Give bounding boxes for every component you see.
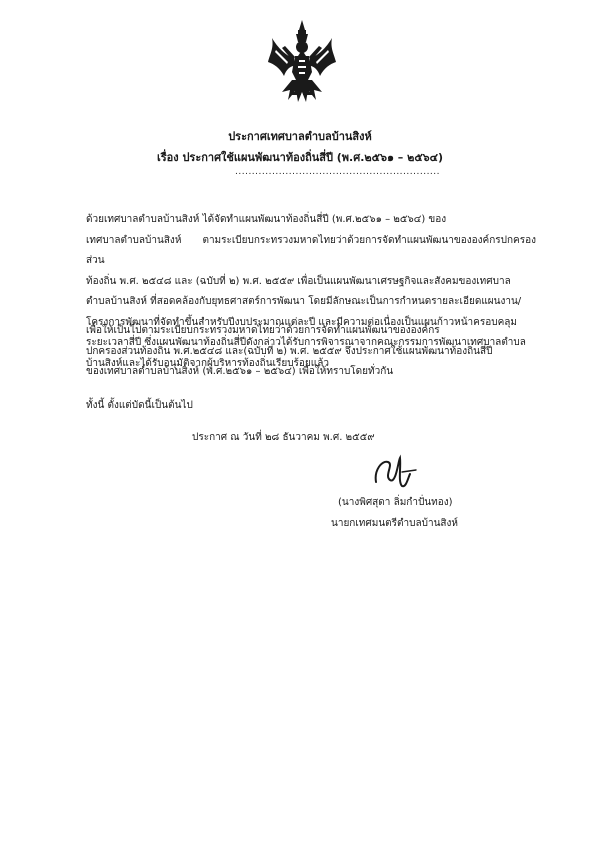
body-paragraph-1: ด้วยเทศบาลตำบลบ้านสิงห์ ได้จัดทำแผนพัฒนาท้องถิ่นสี่ปี (พ.ศ.๒๕๖๑ – ๒๕๖๔) ของ เทศบาลตำบลบ้านสิงห์ ตามระเบียบกระทรวงมหาดไทยว่าด้วยการจัดทำแผนพัฒนาขององค์กรปกครองส่วน ท้องถิ่น พ.ศ. ๒๕๔๘ และ (ฉบับที่ ๒) พ.ศ. ๒๕๕๙ เพื่อเป็นแผนพัฒนาเศรษฐกิจและสังคมของเทศบาล ตำบลบ้านสิงห์ ที่สอดคล้องกับยุทธศาสตร์การพัฒนา โดยมีลักษณะเป็นการกำหนดรายละเอียดแผนงาน/ โครงการพัฒนาที่จัดทำขึ้นสำหรับปีงบประมาณแต่ละปี และมีความต่อเนื่องเป็นแผนก้าวหน้าครอบคลุม ระยะเวลาสี่ปี ซึ่งแผนพัฒนาท้องถิ่นสี่ปีดังกล่าวได้รับการพิจารณาจากคณะกรรมการพัฒนาเทศบาลตำบล บ้านสิงห์และได้รับอนุมัติจากผู้บริหารท้องถิ่นเรียบร้อยแล้ว: [86, 214, 536, 369]
body-paragraph-2: เพื่อให้เป็นไปตามระเบียบกระทรวงมหาดไทยว่าด้วยการจัดทำแผนพัฒนาขององค์กร ปกครองส่วนท้องถิ่น พ.ศ.๒๕๔๘ และ(ฉบับที่ ๒) พ.ศ. ๒๕๕๙ จึงประกาศใช้แผนพัฒนาท้องถิ่นสี่ปี ของเทศบาลตำบลบ้านสิงห์ (พ.ศ.๒๕๖๑ – ๒๕๖๔) เพื่อให้ทราบโดยทั่วกัน: [86, 325, 493, 377]
signature-image: [370, 452, 420, 494]
body-paragraph-3: ทั้งนี้ ตั้งแต่บัดนี้เป็นต้นไป: [86, 400, 193, 411]
signatory-name: (นางพิศสุดา ลิ่มกำปั่นทอง): [338, 497, 453, 508]
document-title: ประกาศเทศบาลตำบลบ้านสิงห์: [228, 130, 372, 143]
document-subject: เรื่อง ประกาศใช้แผนพัฒนาท้องถิ่นสี่ปี (พ.ศ.๒๕๖๑ – ๒๕๖๔): [156, 151, 444, 164]
divider-dots: .............................................................: [235, 167, 441, 177]
signatory-position: นายกเทศมนตรีตำบลบ้านสิงห์: [331, 518, 458, 529]
garuda-emblem-icon: [268, 20, 336, 106]
announcement-date: ประกาศ ณ วันที่ ๒๘ ธันวาคม พ.ศ. ๒๕๕๙: [192, 432, 375, 443]
